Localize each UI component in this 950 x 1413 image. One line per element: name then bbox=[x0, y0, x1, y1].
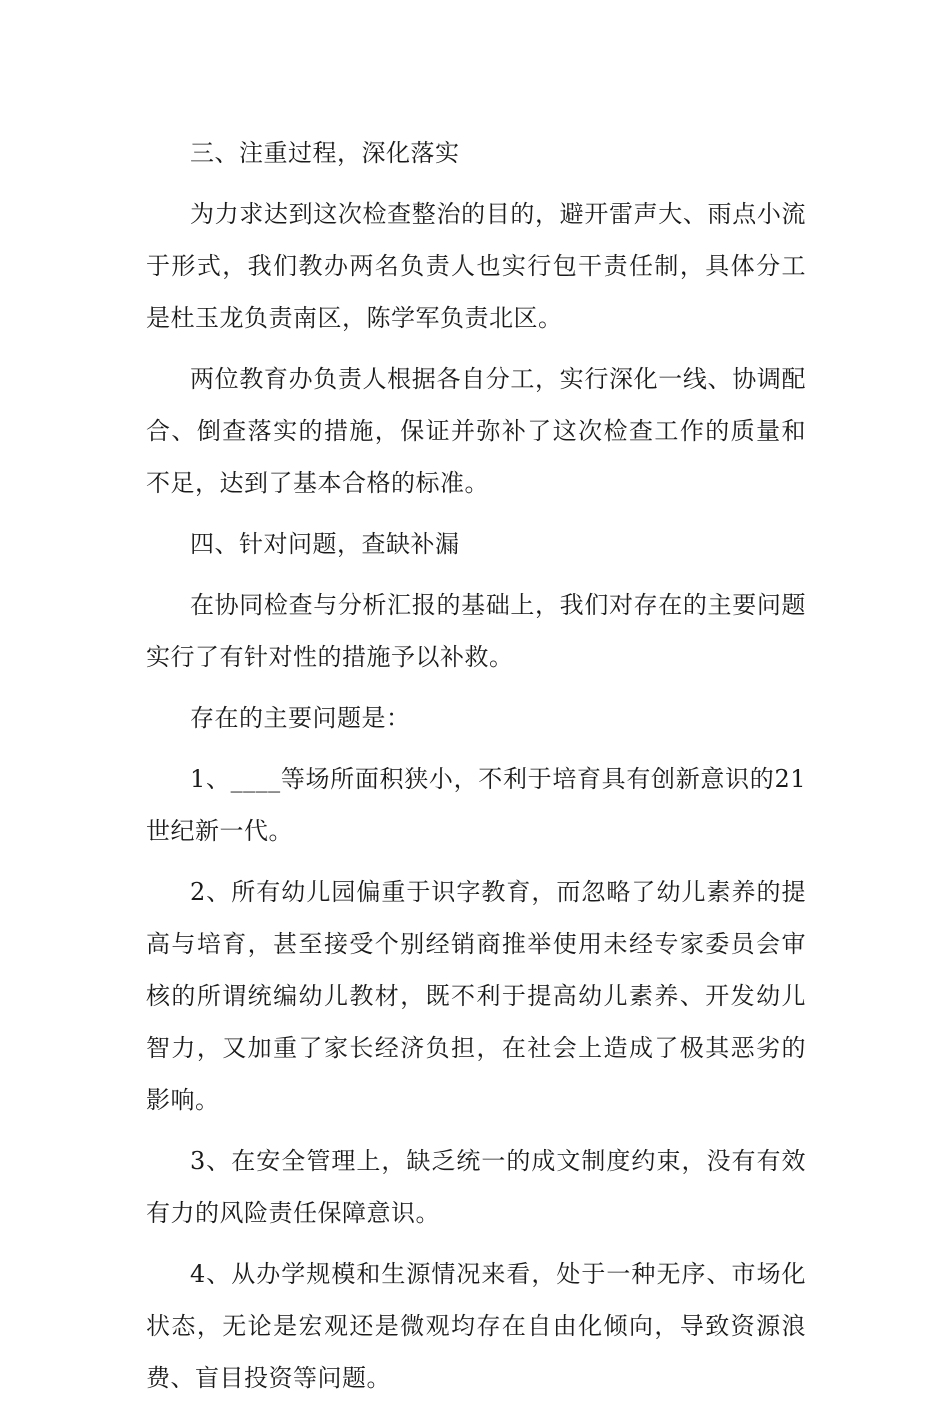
problem-item-3: 3、在安全管理上，缺乏统一的成文制度约束，没有有效有力的风险责任保障意识。 bbox=[146, 1147, 806, 1227]
problem-item-2: 2、所有幼儿园偏重于识字教育，而忽略了幼儿素养的提高与培育，甚至接受个别经销商推举使用未经专家委员会审核的所谓统编幼儿教材，既不利于提高幼儿素养、开发幼儿智力，又加重了家长经济负担，在社会上造成了极其恶劣的影响。 bbox=[146, 878, 806, 1114]
problem-item-1: 1、____等场所面积狭小，不利于培育具有创新意识的21世纪新一代。 bbox=[146, 765, 806, 845]
problem-item-4: 4、从办学规模和生源情况来看，处于一种无序、市场化状态，无论是宏观还是微观均存在自由化倾向，导致资源浪费、盲目投资等问题。 bbox=[146, 1260, 806, 1392]
paragraph-inspection: 在协同检查与分析汇报的基础上，我们对存在的主要问题实行了有针对性的措施予以补救。 bbox=[146, 591, 806, 671]
paragraph-responsibility: 为力求达到这次检查整治的目的，避开雷声大、雨点小流于形式，我们教办两名负责人也实行包干责任制，具体分工是杜玉龙负责南区，陈学军负责北区。 bbox=[146, 200, 806, 332]
paragraph-measures: 两位教育办负责人根据各自分工，实行深化一线、协调配合、倒查落实的措施，保证并弥补了这次检查工作的质量和不足，达到了基本合格的标准。 bbox=[146, 365, 806, 497]
section-heading-4: 四、针对问题，查缺补漏 bbox=[190, 530, 460, 558]
document-body bbox=[146, 127, 806, 1413]
section-heading-3: 三、注重过程，深化落实 bbox=[190, 139, 460, 167]
paragraph-problems-intro: 存在的主要问题是： bbox=[190, 704, 411, 732]
